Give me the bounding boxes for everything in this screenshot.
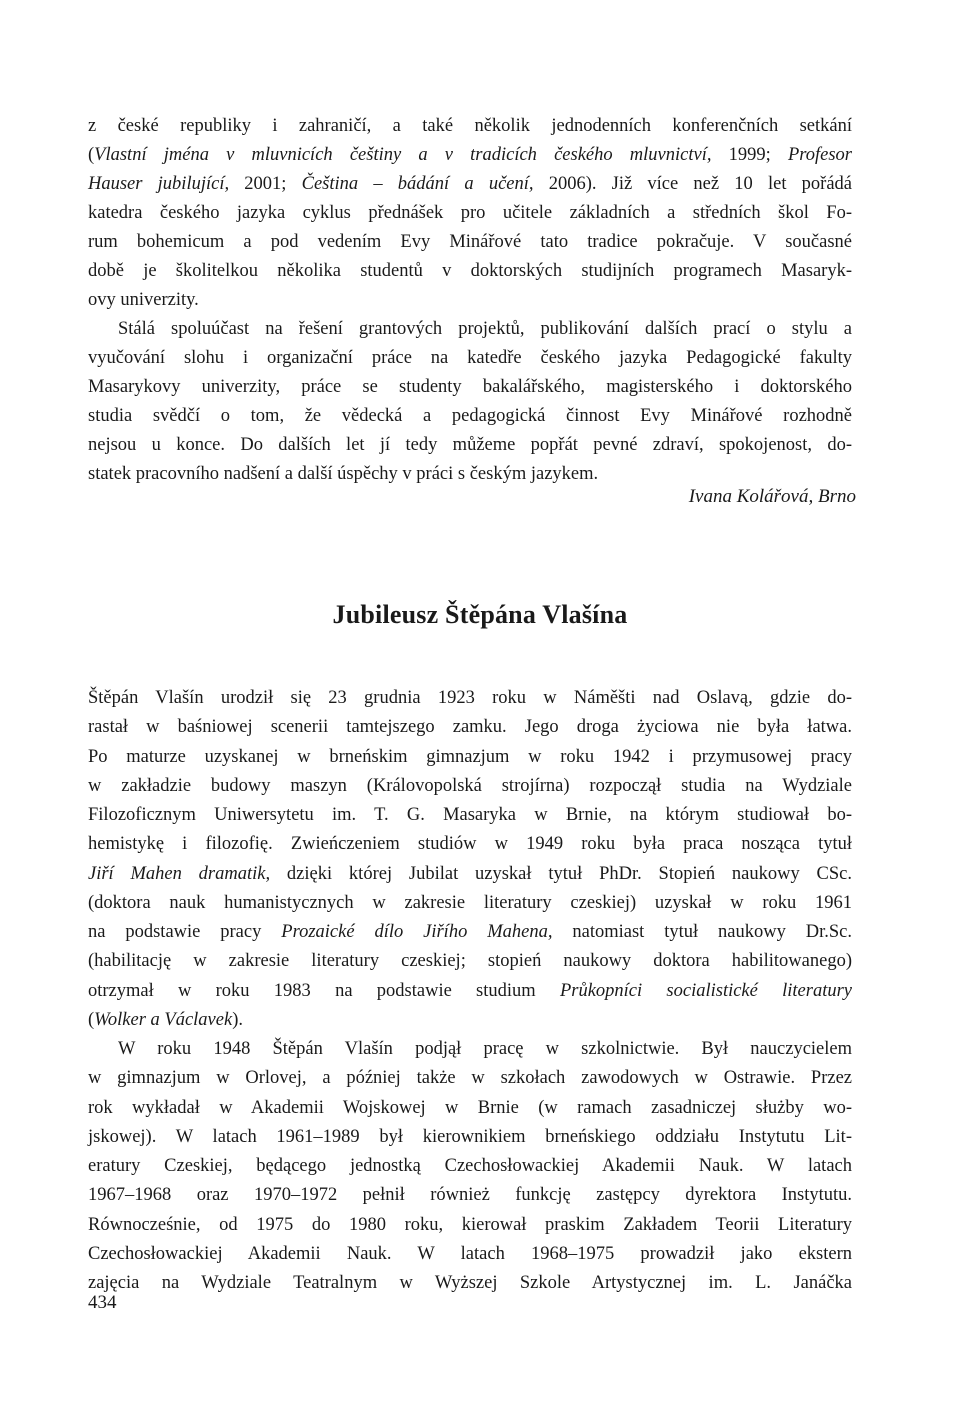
text-line: katedra českého jazyka cyklus přednášek pro učitele základních a středních škol Fo- [88, 203, 852, 223]
text-line: rum bohemicum a pod vedením Evy Minářové tato tradice pokračuje. V současné [88, 232, 852, 252]
polish-section-text [88, 684, 852, 1298]
text-line: 1967–1968 oraz 1970–1972 pełnił również funkcję zastępcy dyrektora Instytutu. [88, 1185, 852, 1206]
text-line: Stálá spoluúčast na řešení grantových projektů, publikování dalších prací o stylu a [118, 319, 852, 339]
text-line: Jiří Mahen dramatik, dzięki której Jubilat uzyskał tytuł PhDr. Stopień naukowy CSc. [88, 863, 852, 884]
text-line: Równocześnie, od 1975 do 1980 roku, kierował praskim Zakładem Teorii Literatury [88, 1214, 852, 1235]
text-line: rastał w baśniowej scenerii tamtejszego zamku. Jego droga życiowa nie była łatwa. [88, 717, 852, 738]
text-line: jskowej). W latach 1961–1989 był kierownikiem brneńskiego oddziału Instytutu Lit- [88, 1126, 852, 1147]
italic-title: Wolker a Václavek [94, 1009, 233, 1030]
italic-title: Vlastní jména v mluvnicích češtiny a v tradicích českého mluvnictví, [94, 145, 712, 165]
italic-title: Průkopníci socialistické literatury [559, 980, 853, 1001]
text-line: statek pracovního nadšení a další úspěchy v práci s českým jazykem. [88, 464, 599, 484]
italic-title: Jiří Mahen dramatik, [88, 863, 271, 884]
text-line: (Vlastní jména v mluvnicích češtiny a v tradicích českého mluvnictví, 1999; Profesor [88, 145, 853, 165]
article-heading: Jubileusz Štěpána Vlašína [332, 600, 628, 629]
czech-section-text [88, 112, 852, 489]
text-line: rok wykładał w Akademii Wojskowej w Brnie (w ramach zasadniczej służby wo- [88, 1097, 852, 1118]
text-line: vyučování slohu i organizační práce na katedře českého jazyka Pedagogické fakulty [88, 348, 852, 368]
text-line: Czechosłowackiej Akademii Nauk. W latach 1968–1975 prowadził jako ekstern [88, 1243, 852, 1264]
text-line: době je školitelkou několika studentů v doktorských studijních programech Masaryk- [88, 261, 852, 281]
page-number: 434 [88, 1292, 117, 1313]
text-line: otrzymał w roku 1983 na podstawie studium Průkopníci socialistické literatury [88, 980, 853, 1001]
text-line: eratury Czeskiej, będącego jednostką Czechosłowackiej Akademii Nauk. W latach [88, 1156, 852, 1176]
text-line: Po maturze uzyskanej w brneńskim gimnazjum w roku 1942 i przymusowej pracy [88, 746, 852, 767]
text-line: z české republiky i zahraničí, a také několik jednodenních konferenčních setkání [88, 116, 852, 136]
text-line: w zakładzie budowy maszyn (Královopolská strojírna) rozpoczął studia na Wydziale [88, 775, 852, 796]
italic-title: Čeština – bádání a učení, [301, 174, 534, 194]
text-line: W roku 1948 Štěpán Vlašín podjął pracę w szkolnictwie. Był nauczycielem [118, 1039, 852, 1059]
text-line: Masarykovy univerzity, práce se studenty bakalářského, magisterského i doktorského [88, 377, 852, 397]
text-line: zajęcia na Wydziale Teatralnym w Wyższej Szkole Artystycznej im. L. Janáčka [88, 1273, 852, 1293]
text-line: Filozoficznym Uniwersytetu im. T. G. Masaryka w Brnie, na którym studiował bo- [88, 805, 852, 825]
text-line: studia svědčí o tom, že vědecká a pedagogická činnost Evy Minářové rozhodně [88, 406, 852, 426]
text-line: Štěpán Vlašín urodził się 23 grudnia 1923 roku w Náměšti nad Oslavą, gdzie do- [88, 688, 852, 708]
text-line: (Wolker a Václavek). [88, 1009, 243, 1030]
text-line: hemistykę i filozofię. Zwieńczeniem studiów w 1949 roku była praca nosząca tytuł [88, 834, 852, 855]
author-signature: Ivana Kolářová, Brno [688, 486, 856, 507]
text-line: Hauser jubilující, 2001; Čeština – bádání a učení, 2006). Již více než 10 let pořádá [88, 174, 852, 194]
text-line: na podstawie pracy Prozaické dílo Jiřího Mahena, natomiast tytuł naukowy Dr.Sc. [88, 922, 852, 942]
text-line: (habilitację w zakresie literatury czeskiej; stopień naukowy doktora habilitowanego) [88, 951, 852, 972]
text-line: w gimnazjum w Orlovej, a później także w szkołach zawodowych w Ostrawie. Przez [88, 1068, 852, 1089]
text-line: (doktora nauk humanistycznych w zakresie literatury czeskiej) uzyskał w roku 1961 [88, 892, 852, 913]
italic-title: Profesor [787, 145, 853, 165]
italic-title: Prozaické dílo Jiřího Mahena, [281, 922, 553, 942]
italic-title: Hauser jubilující, [88, 174, 230, 194]
text-line: nejsou u konce. Do dalších let jí tedy můžeme popřát pevné zdraví, spokojenost, do- [88, 435, 852, 455]
text-line: ovy univerzity. [88, 290, 199, 310]
